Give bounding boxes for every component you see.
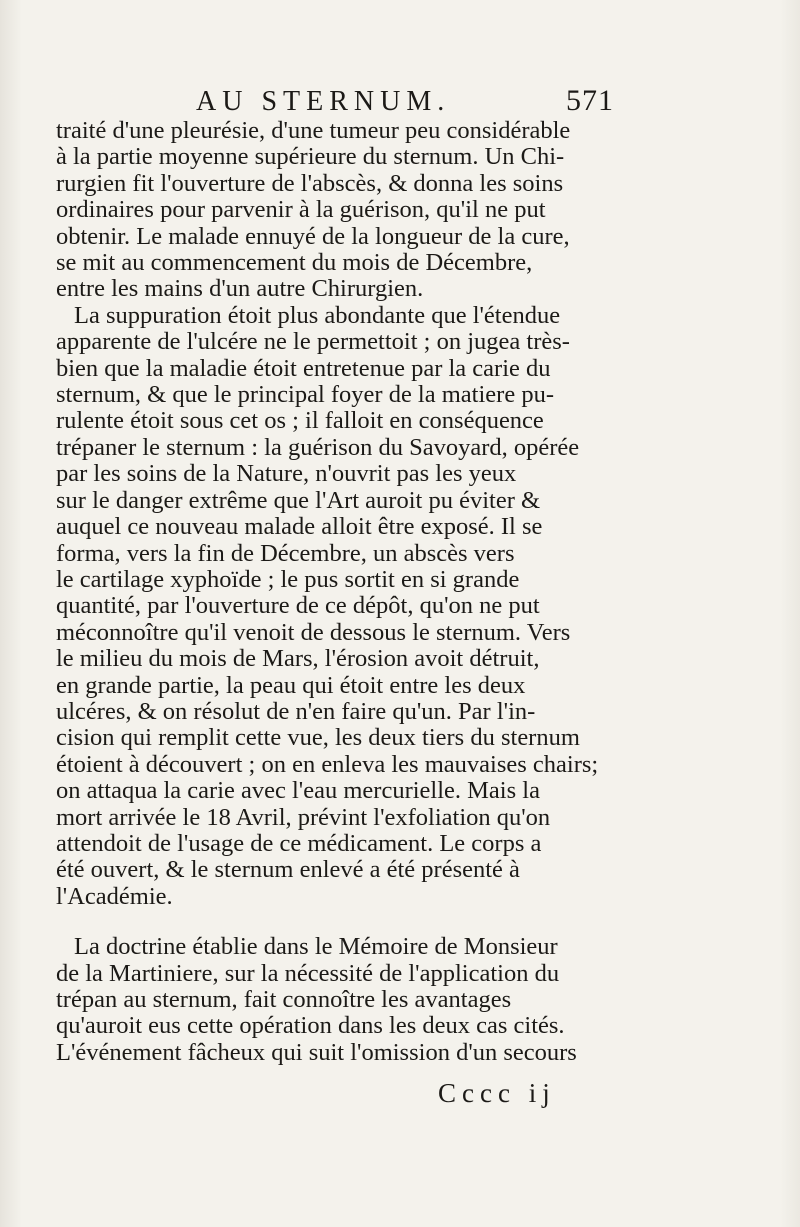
text-line: attendoit de l'usage de ce médicament. Le corps a xyxy=(56,829,542,857)
text-line: en grande partie, la peau qui étoit entre les deux xyxy=(56,671,526,699)
text-line: à la partie moyenne supérieure du sternum. Un Chi- xyxy=(56,143,565,171)
text-line: sur le danger extrême que l'Art auroit pu éviter & xyxy=(56,486,541,514)
text-line: été ouvert, & le sternum enlevé a été présenté à xyxy=(56,856,520,884)
text-line: se mit au commencement du mois de Décembre, xyxy=(56,249,533,277)
paragraph-gap xyxy=(56,910,624,934)
text-line: qu'auroit eus cette opération dans les deux cas cités. xyxy=(56,1012,565,1040)
text-line: entre les mains d'un autre Chirurgien. xyxy=(56,275,424,303)
text-line: forma, vers la fin de Décembre, un abscès vers xyxy=(56,539,515,567)
text-line: La suppuration étoit plus abondante que l'étendue xyxy=(74,301,561,329)
text-line: L'événement fâcheux qui suit l'omission d'un secours xyxy=(56,1038,577,1066)
text-line: le cartilage xyphoïde ; le pus sortit en si grande xyxy=(56,565,520,593)
signature-mark: Cccc ij xyxy=(438,1078,556,1108)
text-line: traité d'une pleurésie, d'une tumeur peu considérable xyxy=(56,117,571,144)
text-line: par les soins de la Nature, n'ouvrit pas les yeux xyxy=(56,460,517,488)
text-line: quantité, par l'ouverture de ce dépôt, qu'on ne put xyxy=(56,592,540,620)
text-line: cision qui remplit cette vue, les deux tiers du sternum xyxy=(56,724,580,752)
text-line: auquel ce nouveau malade alloit être exposé. Il se xyxy=(56,513,543,541)
text-line: rulente étoit sous cet os ; il falloit en conséquence xyxy=(56,407,544,435)
text-line: méconnoître qu'il venoit de dessous le sternum. Vers xyxy=(56,618,571,646)
paragraph-continuation xyxy=(56,118,624,303)
text-line: sternum, & que le principal foyer de la matiere pu- xyxy=(56,381,554,409)
text-line: le milieu du mois de Mars, l'érosion avoit détruit, xyxy=(56,645,540,673)
page-header xyxy=(0,80,800,120)
text-line: obtenir. Le malade ennuyé de la longueur de la cure, xyxy=(56,222,570,250)
text-line: de la Martiniere, sur la nécessité de l'application du xyxy=(56,959,560,987)
text-line: étoient à découvert ; on en enleva les mauvaises chairs; xyxy=(56,750,599,778)
text-line: on attaqua la carie avec l'eau mercurielle. Mais la xyxy=(56,777,540,805)
text-line: trépan au sternum, fait connoître les avantages xyxy=(56,986,512,1013)
text-line: apparente de l'ulcére ne le permettoit ; on jugea très- xyxy=(56,328,570,356)
paragraph-suppuration xyxy=(56,303,624,910)
text-line: trépaner le sternum : la guérison du Savoyard, opérée xyxy=(56,433,580,461)
text-line: mort arrivée le 18 Avril, prévint l'exfoliation qu'on xyxy=(56,803,551,831)
page-number: 571 xyxy=(566,84,614,117)
page-body xyxy=(56,118,624,1066)
text-line: bien que la maladie étoit entretenue par la carie du xyxy=(56,354,551,382)
text-line: ordinaires pour parvenir à la guérison, qu'il ne put xyxy=(56,196,546,224)
text-line: ulcéres, & on résolut de n'en faire qu'un. Par l'in- xyxy=(56,697,536,725)
text-line: l'Académie. xyxy=(56,882,173,910)
text-line: rurgien fit l'ouverture de l'abscès, & donna les soins xyxy=(56,169,564,197)
paragraph-doctrine xyxy=(56,934,624,1066)
running-title: AU STERNUM. xyxy=(196,86,451,117)
text-line: La doctrine établie dans le Mémoire de Monsieur xyxy=(74,933,558,961)
